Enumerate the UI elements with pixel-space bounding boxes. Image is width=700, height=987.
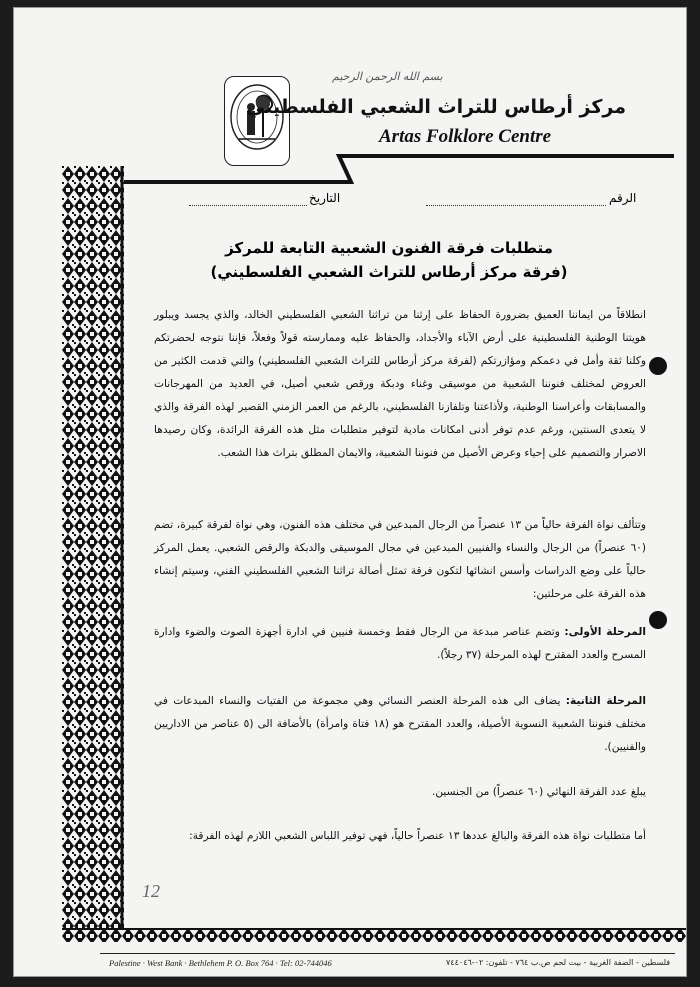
ornament-border-horizontal	[62, 928, 686, 942]
footer-divider	[100, 953, 675, 954]
header-rule	[119, 144, 686, 186]
letter-page	[14, 8, 686, 976]
logo	[224, 76, 290, 166]
requirements-intro: أما متطلبات نواة هذه الفرقة والبالغ عددها ١٣ عنصراً حالياً، فهي توفير اللباس الشعبي اللازم لهذه الفرقة:	[189, 830, 646, 842]
phase-one	[154, 621, 646, 667]
paragraph-intro: انطلاقاً من ايماننا العميق بضرورة الحفاظ على إرثنا من تراثنا الشعبي الفلسطيني الخالد، والذي يجسد ويبلور هويتنا الوطنية الفلسطينية على أرض الآباء والأجداد، والحفاظ عليه وممارسته قولاً وفعلاً، فإننا نتوجه لحضرتكم وكلنا ثقة وأمل في دعمكم ومؤازرتكم (لفرقة مركز أرطاس للتراث الشعبي الفلسطيني) والتي قدمت الكثير من العروض لمختلف فنوننا الشعبية من موسيقى وغناء ودبكة ورقص شعبي أصيل، في العديد من المهرجانات والمسابقات وأعراسنا الوطنية، ولأذاعتنا وتلفازنا الفلسطيني، بالرغم من العمر الزمني القصير لهذه الفرقة والذي لا يتعدى السنتين، ورغم عدم توفر أدنى امكانات مادية لتوفير متطلبات مثل هذه الفرقة الرائدة، وكان رصيدها الاصرار والتصميم على إحياء وعرض الأصيل من فنوننا الشعبية، والايمان المطلق بتراث هذا الشعب.	[154, 309, 646, 459]
phase-two-text: يضاف الى هذه المرحلة العنصر النسائي وهي مجموعة من الفتيات والنساء المبدعات في مختلف فنوننا الشعبية النسوية الأصيلة، والعدد المقترح هو (١٨ فتاة وامرأة) بالأضافة الى (٥ عناصر من الاداريين والفنيين).	[154, 695, 646, 753]
punch-hole	[649, 611, 667, 629]
phase-two	[154, 690, 646, 759]
logo-emblem-icon	[225, 77, 289, 165]
phase-one-text: وتضم عناصر مبدعة من الرجال فقط وخمسة فنيين في ادارة أجهزة الصوت والضوء وادارة المسرح والعدد المقترح لهذه المرحلة (٣٧ رجلاً).	[154, 626, 646, 661]
title-line-2: (فرقة مركز أرطاس للتراث الشعبي الفلسطيني)	[210, 263, 568, 281]
handwritten-page-number: 12	[142, 881, 160, 901]
org-name-english: Artas Folklore Centre	[379, 126, 552, 147]
title-line-1: متطلبات فرقة الفنون الشعبية التابعة للمركز	[225, 239, 553, 257]
phase-one-label: المرحلة الأولى:	[564, 626, 646, 638]
final-count: يبلغ عدد الفرقة النهائي (٦٠ عنصراً) من الجنسين.	[431, 786, 646, 798]
punch-hole	[649, 357, 667, 375]
basmala: بسم الله الرحمن الرحيم	[332, 70, 443, 83]
org-name-arabic: مركز أرطاس للتراث الشعبي الفلسطيني	[245, 96, 626, 118]
document-title	[154, 236, 624, 284]
phase-two-label: المرحلة الثانية:	[565, 695, 647, 707]
number-label: الرقم	[609, 191, 637, 205]
ornament-border-vertical	[62, 166, 124, 928]
footer-address-english: Palestine · West Bank · Bethlehem P. O. Box 764 · Tel: 02-744046	[109, 958, 332, 968]
paragraph-composition: وتتألف نواة الفرقة حالياً من ١٣ عنصراً من الرجال المبدعين في مختلف هذه الفنون، وهي نواة لفرقة كبيرة، تضم (٦٠ عنصراً) من الرجال والنساء والفنيين المبدعين في مجال الموسيقى والدبكة والرقص الشعبي. يعمل المركز حالياً على وضع الدراسات وأسس انشائها لتكون فرقة تمثل أصالة تراثنا الشعبي الفلسطيني الفني، وسيتم إنشاء هذه الفرقة على مرحلتين:	[154, 519, 646, 600]
date-field	[189, 205, 307, 206]
date-label: التاريخ	[309, 191, 341, 205]
number-field	[426, 205, 606, 206]
footer-address-arabic: فلسطين - الضفة الغربية - بيت لحم ص.ب ٧٦٤ - تلفون: ٠٢-٧٤٤٠٤٦	[446, 958, 671, 967]
